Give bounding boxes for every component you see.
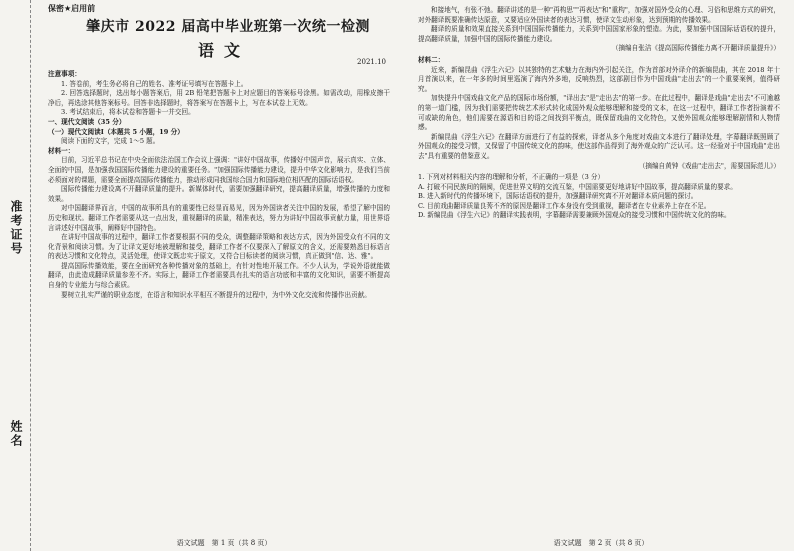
article-paragraph: 翻译的质量和效果直接关系到中国国际传播能力，关系到中国国家形象的塑造。为此，要加强中国国际话语权的提升，提高翻译质量，加强中国的国际传播能力建设。: [418, 25, 780, 43]
article-paragraph: 新编昆曲《浮生六记》在翻译方面进行了有益的探索，译者从多个角度对戏曲文本进行了翻译处理，字幕翻译既照顾了外国观众的接受习惯，又保留了中国传统文化的韵味，使这部作品得到了海外观众的广泛认可。这一经验对于中国戏曲"走出去"具有重要的借鉴意义。: [418, 132, 780, 160]
note-item: 1. 答卷前，考生务必将自己的姓名、准考证号填写在答题卡上。: [61, 79, 248, 88]
question: 1. 下列对材料相关内容的理解和分析，不正确的一项是（3 分）: [418, 173, 605, 182]
article-paragraph: 目前，习近平总书记在中央全面依法治国工作会议上强调："讲好中国故事，传播好中国声音，展示真实、立体、全面的中国，是加强我国国际传播能力建设的重要任务。"加强国际传播能力建设，提升中华文化影响力，是我们当前必须面对的课题，需要全面提高国际传播能力，推动形成同我国综合国力和国际地位相匹配的国际话语权。: [48, 156, 390, 184]
exam-number-label: 准考证号: [9, 200, 23, 256]
article-paragraph: 在讲好中国故事的过程中，翻译工作者要根据不同的受众，调整翻译策略和表达方式，因为外国受众有不同的文化背景和阅读习惯。为了让译文更好地被理解和接受，翻译工作者不仅要深入了解原文的含义，还需要熟悉目标语言的表达习惯和文化特点，灵活处理，使译文既忠实于原文，又符合目标读者的阅读习惯，真正做到"信、达、雅"。: [48, 233, 390, 261]
exam-title: 肇庆市 2022 届高中毕业班第一次统一检测: [86, 19, 370, 35]
material-label: 材料二：: [418, 55, 445, 64]
page-footer: 语文试题 第 2 页（共 8 页）: [553, 539, 649, 547]
article-paragraph: 加快提升中国戏曲文化产品的国际市场份额，"译出去"是"走出去"的第一步。在此过程中，翻译是戏曲"走出去"不可逾越的第一道门槛，因为我们需要把传统艺术形式转化成国外观众能够理解和接受的文本，在这一过程中，翻译工作者扮演着不可或缺的角色，他们需要在源语和目的语之间找到平衡点，既保留戏曲的文化特色，又使外国观众能够理解剧情和人物情感。: [418, 94, 780, 132]
question-option: A. 打破不同民族间的隔阂，促进世界文明的交流互鉴，中国需要更好地讲好中国故事，提高翻译质量的要求。: [418, 182, 737, 191]
note-item: 2. 回答选择题时，选出每小题答案后，用 2B 铅笔把答题卡上对应题目的答案标号涂黑。如需改动，用橡皮擦干净后，再选涂其他答案标号。回答非选择题时，将答案写在答题卡上，写在本试卷上无效。: [48, 89, 390, 107]
article-paragraph: 近来，新编昆曲《浮生六记》以其独特的艺术魅力在海内外引起关注，作为首部对外译介的新编昆曲，其在 2018 年十月首演以来，在一年多的时间里巡演了海内外多地，反响热烈，这部剧目作为中国戏曲"走出去"的一个重要案例，值得研究。: [418, 65, 780, 93]
left-page: [48, 0, 400, 551]
question-option: D. 新编昆曲《浮生六记》的翻译实践表明，字幕翻译需要兼顾外国观众的接受习惯和中国传统文化的韵味。: [418, 211, 731, 220]
subject-title: 语文: [197, 41, 250, 60]
source-citation: （摘编自黄钟《戏曲"走出去"，需要国际范儿》）: [638, 161, 780, 170]
material-label: 材料一：: [48, 146, 75, 155]
instruction: 阅读下面的文字，完成 1～5 题。: [61, 137, 160, 146]
article-paragraph: 要树立扎实严谨的职业态度，在语言和知识水平相互不断提升的过程中，为中外文化交流和传播作出贡献。: [61, 290, 371, 299]
article-paragraph: 提高国际传播效能，要在全面研究各种传播对象的基础上，有针对性地开展工作。不少人认为，学说外语就能做翻译，由此造成翻译质量参差不齐。实际上，翻译工作者需要具有扎实的语言功底和丰富的文化知识，需要不断提高自身的专业能力与综合素质。: [48, 261, 390, 290]
article-paragraph: 国际传播能力建设离不开翻译质量的提升。新媒体时代，需要加强翻译研究，提高翻译质量，增强传播的力度和效果。: [48, 185, 390, 203]
question-option: C. 目前戏曲翻译质量良莠不齐的原因是翻译工作本身没有受到重视，翻译者在专业素养上存在不足。: [418, 201, 711, 210]
confidential-mark: 保密★启用前: [48, 4, 96, 13]
subsection-heading: （一）现代文阅读Ⅰ（本题共 5 小题，19 分）: [48, 127, 184, 136]
page-footer: 语文试题 第 1 页（共 8 页）: [176, 539, 272, 547]
right-page: [418, 0, 784, 551]
name-label: 姓名: [9, 420, 23, 448]
section-heading: 一、现代文阅读（35 分）: [48, 117, 126, 126]
article-paragraph: 对中国翻译界而言，中国的故事所具有的重要性已经显而易见，因为外国读者关注中国的发展，希望了解中国的历史和现状。翻译工作者需要从这一点出发，重视翻译的质量，精准表达，努力为讲好中国故事贡献力量，用世界语言讲述好中国故事，阐释好中国特色。: [48, 204, 390, 232]
note-item: 3. 考试结束后，将本试卷和答题卡一并交回。: [61, 108, 195, 117]
left-content: [48, 70, 390, 300]
notes-heading: 注意事项：: [48, 70, 81, 78]
binding-margin: [0, 0, 42, 551]
question-option: B. 进入新时代的传播环境下，国际话语权的提升，加强翻译研究离不开对翻译本质问题的探讨。: [418, 192, 698, 201]
exam-date: 2021.10: [357, 58, 386, 66]
article-paragraph: 和接地气，有张不弛。翻译讲述的是一种"再构思""再表达"和"重构"，加强对国外受众的心理、习俗和思维方式的研究，对外翻译既要准确传达原意，又要适应外国读者的表达习惯，使译文生动形象，达到预期的传播效果。: [418, 6, 780, 24]
source-citation: （摘编自张洁《提高国际传播能力离不开翻译质量提升》）: [611, 44, 780, 53]
right-content: [418, 6, 780, 221]
binding-dashed-line: [30, 0, 31, 551]
